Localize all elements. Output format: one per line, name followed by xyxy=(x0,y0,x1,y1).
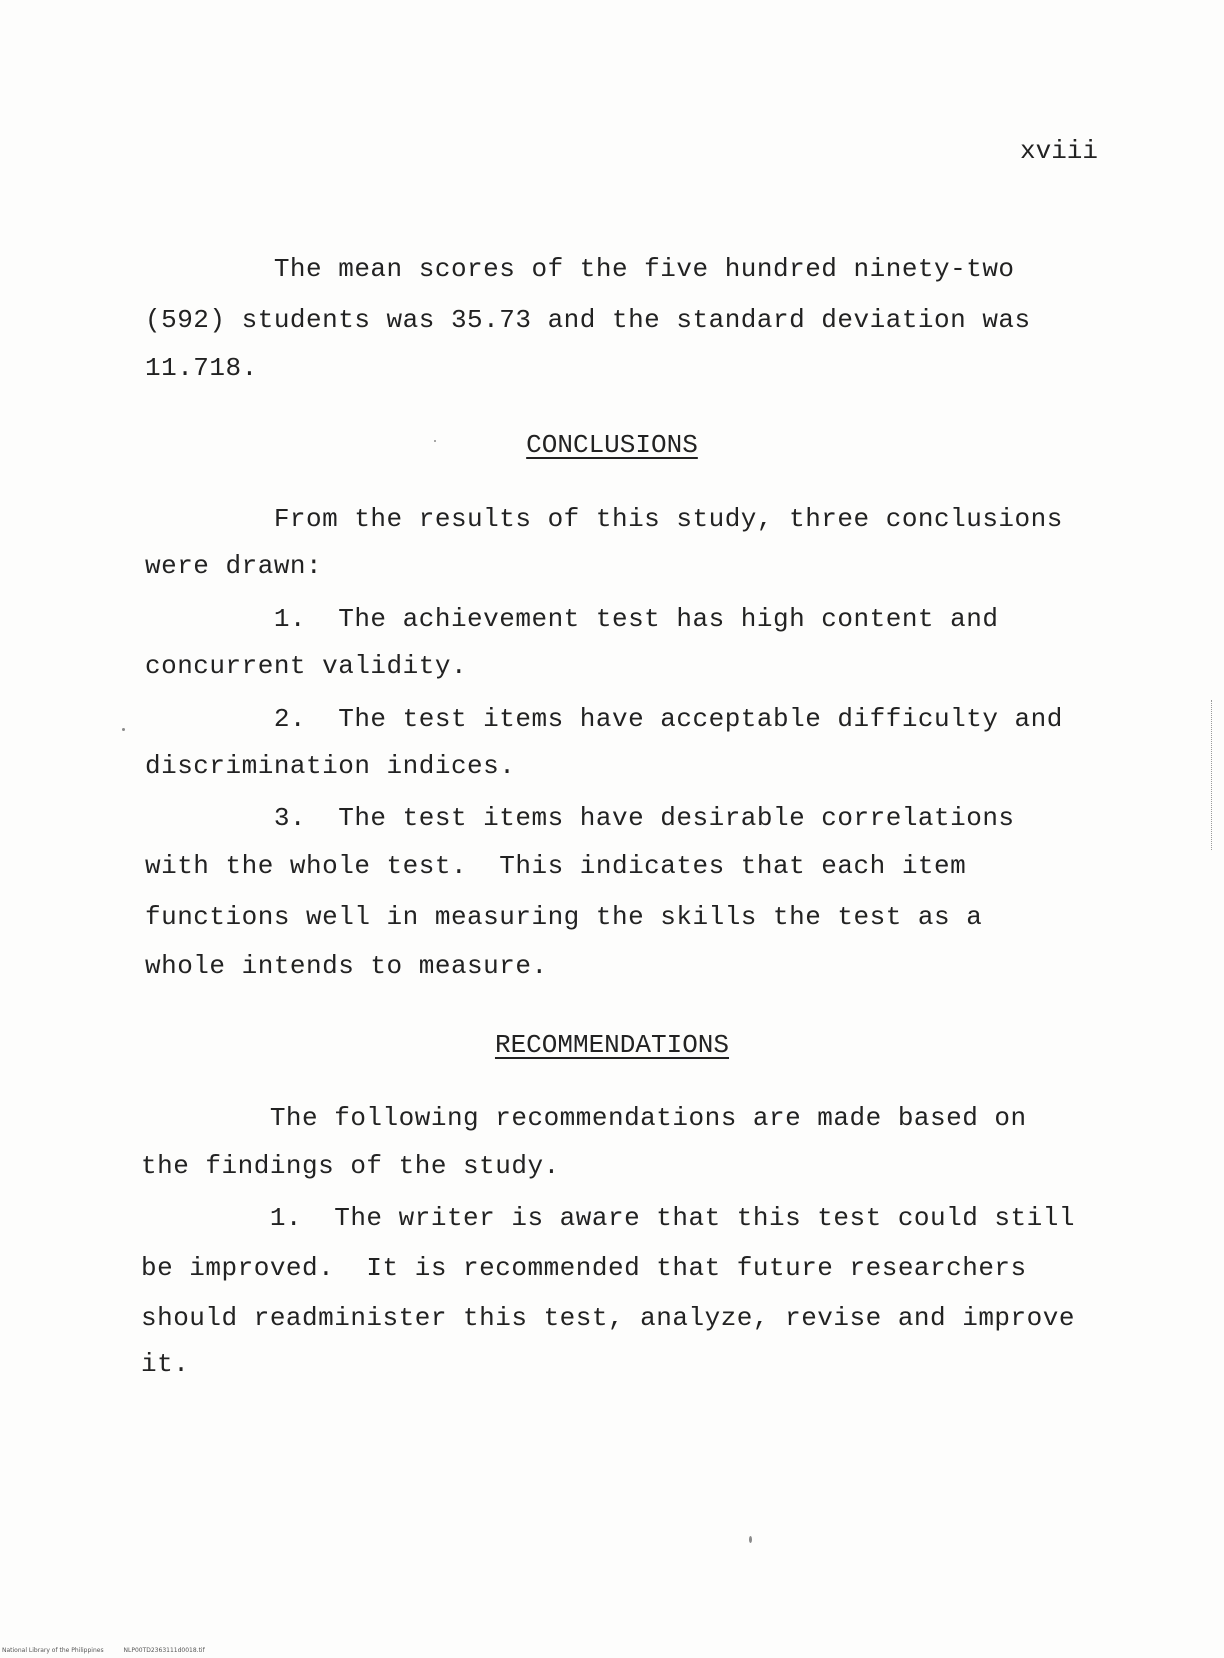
conclusions-line: with the whole test. This indicates that each item xyxy=(145,851,967,881)
conclusion-item-1: 1. The achievement test has high content and xyxy=(145,604,999,634)
scan-speck xyxy=(122,728,125,731)
scan-edge-marks xyxy=(1211,700,1214,850)
scan-footer xyxy=(2,1647,223,1654)
page-number: xviii xyxy=(1019,136,1098,166)
summary-line: (592) students was 35.73 and the standard deviation was xyxy=(145,305,1031,335)
recommendation-item-1: 1. The writer is aware that this test could still xyxy=(141,1203,1075,1233)
conclusion-item-2: 2. The test items have acceptable difficulty and xyxy=(145,704,1063,734)
conclusions-line: From the results of this study, three conclusions xyxy=(145,504,1063,534)
conclusions-line: were drawn: xyxy=(145,551,323,581)
summary-line: 11.718. xyxy=(145,353,258,383)
conclusions-heading: CONCLUSIONS xyxy=(526,430,698,460)
recommendations-heading: RECOMMENDATIONS xyxy=(494,1030,730,1060)
recommendations-line: be improved. It is recommended that future researchers xyxy=(141,1253,1027,1283)
conclusions-line: concurrent validity. xyxy=(145,651,468,681)
scan-speck xyxy=(749,1536,752,1543)
conclusions-line: discrimination indices. xyxy=(145,751,516,781)
scan-speck xyxy=(434,440,436,442)
conclusions-line: whole intends to measure. xyxy=(145,951,548,981)
recommendations-line: it. xyxy=(141,1349,190,1379)
recommendations-line: The following recommendations are made based on xyxy=(141,1103,1027,1133)
summary-line: The mean scores of the five hundred ninety-two xyxy=(145,254,1015,284)
conclusions-line: functions well in measuring the skills the test as a xyxy=(145,902,983,932)
conclusion-item-3: 3. The test items have desirable correlations xyxy=(145,803,1015,833)
recommendations-line: the findings of the study. xyxy=(141,1151,560,1181)
footer-file-id: NLP00TD2363111d0018.tif xyxy=(123,1647,205,1654)
footer-library: National Library of the Philippines xyxy=(2,1647,104,1654)
recommendations-line: should readminister this test, analyze, revise and improve xyxy=(141,1303,1075,1333)
